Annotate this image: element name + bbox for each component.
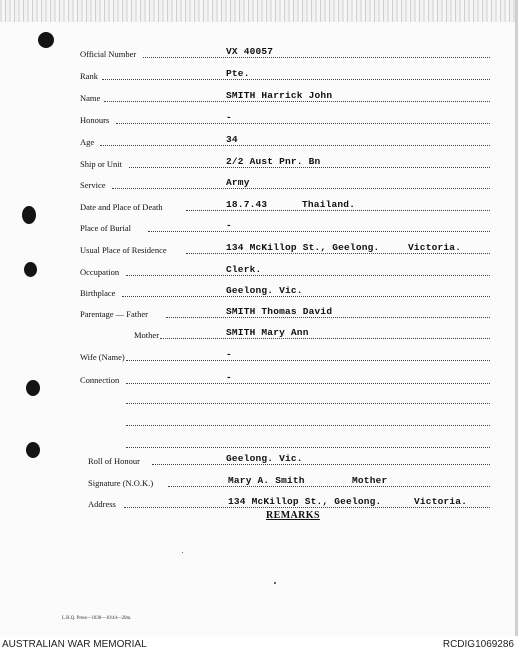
field-place-of-burial bbox=[0, 216, 518, 236]
field-value: SMITH Harrick John bbox=[226, 90, 333, 101]
field-label: Service bbox=[80, 180, 106, 190]
field-label: Parentage — Father bbox=[80, 309, 148, 319]
field-service bbox=[0, 173, 518, 193]
dotted-line bbox=[126, 383, 490, 384]
dotted-line bbox=[129, 167, 490, 168]
field-value: Mary A. Smith bbox=[228, 475, 305, 486]
field-value-secondary: Mother bbox=[352, 475, 388, 486]
field-usual-residence bbox=[0, 238, 518, 258]
field-value: Geelong. Vic. bbox=[226, 453, 303, 464]
field-value: Pte. bbox=[226, 68, 250, 79]
field-occupation bbox=[0, 260, 518, 280]
dotted-line bbox=[126, 403, 490, 404]
field-wife bbox=[0, 345, 518, 365]
field-value: 18.7.43 bbox=[226, 199, 268, 210]
field-label: Ship or Unit bbox=[80, 159, 123, 169]
field-date-place-death bbox=[0, 195, 518, 215]
dotted-line bbox=[166, 317, 490, 318]
field-value: SMITH Mary Ann bbox=[226, 327, 309, 338]
field-label: Place of Burial bbox=[80, 223, 131, 233]
field-birthplace bbox=[0, 281, 518, 301]
field-connection bbox=[0, 368, 518, 388]
field-value: VX 40057 bbox=[226, 46, 274, 57]
dotted-line bbox=[186, 210, 490, 211]
field-label: Connection bbox=[80, 375, 120, 385]
field-address bbox=[0, 492, 518, 512]
field-label: Honours bbox=[80, 115, 110, 125]
field-value-secondary: Victoria. bbox=[408, 242, 462, 253]
field-name bbox=[0, 86, 518, 106]
field-value: - bbox=[226, 372, 232, 383]
dotted-line bbox=[116, 123, 490, 124]
field-label: Usual Place of Residence bbox=[80, 245, 167, 255]
field-value: Clerk. bbox=[226, 264, 262, 275]
field-value-secondary: Victoria. bbox=[414, 496, 468, 507]
dotted-line bbox=[112, 188, 490, 189]
field-value: - bbox=[226, 112, 232, 123]
continuation-line bbox=[0, 410, 518, 430]
dotted-line bbox=[100, 145, 490, 146]
field-value: - bbox=[226, 220, 232, 231]
field-age bbox=[0, 130, 518, 150]
field-value: 34 bbox=[226, 134, 238, 145]
dotted-line bbox=[126, 360, 490, 361]
dotted-line bbox=[124, 507, 490, 508]
field-value: 2/2 Aust Pnr. Bn bbox=[226, 156, 321, 167]
dotted-line bbox=[126, 447, 490, 448]
field-label: Rank bbox=[80, 71, 98, 81]
dotted-line bbox=[152, 464, 490, 465]
footer-record-id: RCDIG1069286 bbox=[442, 639, 514, 650]
continuation-line bbox=[0, 388, 518, 408]
dotted-line bbox=[122, 296, 490, 297]
field-label: Official Number bbox=[80, 49, 137, 59]
field-label: Birthplace bbox=[80, 288, 116, 298]
dotted-line bbox=[160, 338, 490, 339]
field-signature bbox=[0, 471, 518, 491]
field-label: Age bbox=[80, 137, 95, 147]
scan-speck bbox=[274, 582, 276, 584]
field-official-number bbox=[0, 42, 518, 62]
scan-speck bbox=[182, 552, 183, 553]
field-value: 134 McKillop St., Geelong. bbox=[226, 242, 380, 253]
printer-imprint: L.H.Q. Press—1838—10/44—20m. bbox=[62, 616, 132, 621]
field-honours bbox=[0, 108, 518, 128]
remarks-heading: REMARKS bbox=[266, 510, 320, 521]
field-value: 134 McKillop St., Geelong. bbox=[228, 496, 382, 507]
field-value: Army bbox=[226, 177, 250, 188]
field-rank bbox=[0, 64, 518, 84]
field-roll-of-honour bbox=[0, 449, 518, 469]
field-value: Geelong. Vic. bbox=[226, 285, 303, 296]
field-value-secondary: Thailand. bbox=[302, 199, 356, 210]
field-label: Roll of Honour bbox=[88, 456, 140, 466]
field-value: SMITH Thomas David bbox=[226, 306, 333, 317]
dotted-line bbox=[102, 79, 490, 80]
field-label: Date and Place of Death bbox=[80, 202, 163, 212]
dotted-line bbox=[168, 486, 490, 487]
field-label: Address bbox=[88, 499, 116, 509]
field-parentage-father bbox=[0, 302, 518, 322]
field-label: Mother bbox=[134, 330, 160, 340]
field-parentage-mother bbox=[0, 323, 518, 343]
field-label: Wife (Name) bbox=[80, 352, 125, 362]
field-label: Signature (N.O.K.) bbox=[88, 478, 154, 488]
field-label: Name bbox=[80, 93, 101, 103]
field-ship-or-unit bbox=[0, 152, 518, 172]
footer-institution: AUSTRALIAN WAR MEMORIAL bbox=[2, 639, 147, 650]
dotted-line bbox=[126, 275, 490, 276]
dotted-line bbox=[186, 253, 490, 254]
field-label: Occupation bbox=[80, 267, 120, 277]
dotted-line bbox=[104, 101, 490, 102]
dotted-line bbox=[148, 231, 490, 232]
field-value: - bbox=[226, 349, 232, 360]
dotted-line bbox=[126, 425, 490, 426]
dotted-line bbox=[143, 57, 490, 58]
scan-edge bbox=[0, 0, 518, 22]
